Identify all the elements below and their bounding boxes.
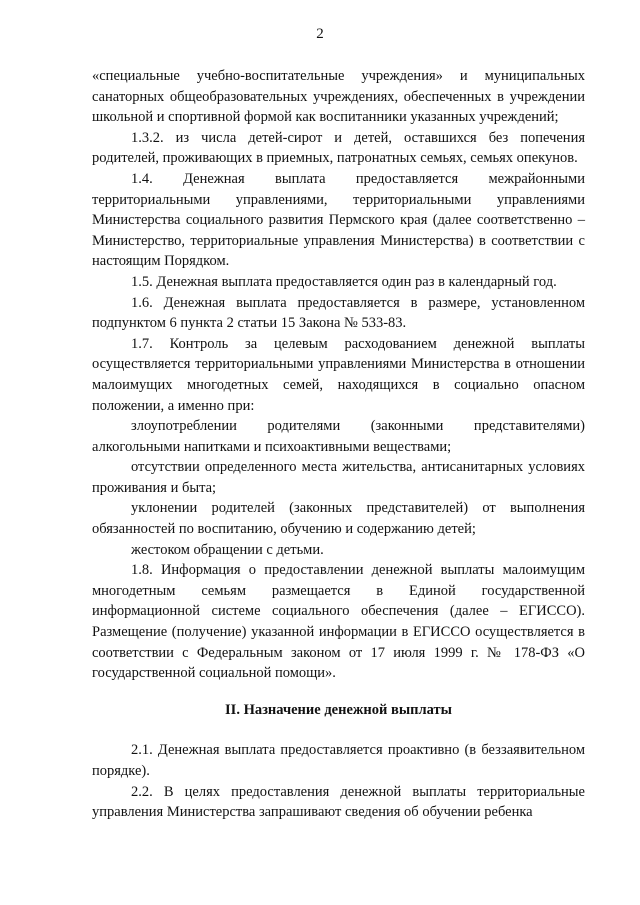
paragraph: уклонении родителей (законных представителей) от выполнения обязанностей по воспитанию, обучению и содержанию детей; — [92, 500, 585, 538]
paragraph: жестоком обращении с детьми. — [131, 541, 324, 558]
paragraph: 1.6. Денежная выплата предоставляется в размере, установленном подпунктом 6 пункта 2 статьи 15 Закона № 533-83. — [92, 294, 585, 332]
paragraph: 1.8. Информация о предоставлении денежной выплаты малоимущим многодетным семьям размещается в Единой государственной информационной системе социального обеспечения (далее – ЕГИССО). Размещение (получение) указанной информации в ЕГИССО осуществляется в соответствии с Федеральным законом от 17 июля 1999 г. № 178-ФЗ «О государственной социальной помощи». — [92, 562, 585, 682]
paragraph: «специальные учебно-воспитательные учреждения» и муниципальных санаторных общеобразовательных учреждениях, обеспеченных в учреждении школьной и спортивной формой как воспитанники указанных учреждений; — [92, 68, 585, 126]
paragraph: отсутствии определенного места жительства, антисанитарных условиях проживания и быта; — [92, 459, 585, 496]
document-body — [92, 66, 585, 823]
paragraph: 2.2. В целях предоставления денежной выплаты территориальные управления Министерства запрашивают сведения об обучении ребенка — [92, 783, 585, 821]
section-heading: II. Назначение денежной выплаты — [225, 701, 452, 718]
paragraph: 1.7. Контроль за целевым расходованием денежной выплаты осуществляется территориальными управлениями Министерства в отношении малоимущих многодетных семей, находящихся в социально опасном положении, а именно при: — [92, 335, 585, 414]
paragraph: 1.3.2. из числа детей-сирот и детей, оставшихся без попечения родителей, проживающих в приемных, патронатных семьях, семьях опекунов. — [92, 129, 585, 167]
page-number: 2 — [316, 26, 324, 42]
paragraph: 2.1. Денежная выплата предоставляется проактивно (в беззаявительном порядке). — [92, 742, 585, 779]
paragraph: 1.5. Денежная выплата предоставляется один раз в календарный год. — [131, 273, 557, 290]
paragraph: 1.4. Денежная выплата предоставляется межрайонными территориальными управлениями, территориальными управлениями Министерства социального развития Пермского края (далее соответственно – Министерство, территориальные управления Министерства) в соответствии с настоящим Порядком. — [92, 170, 585, 270]
paragraph: злоупотреблении родителями (законными представителями) алкогольными напитками и психоактивными веществами; — [92, 418, 585, 455]
